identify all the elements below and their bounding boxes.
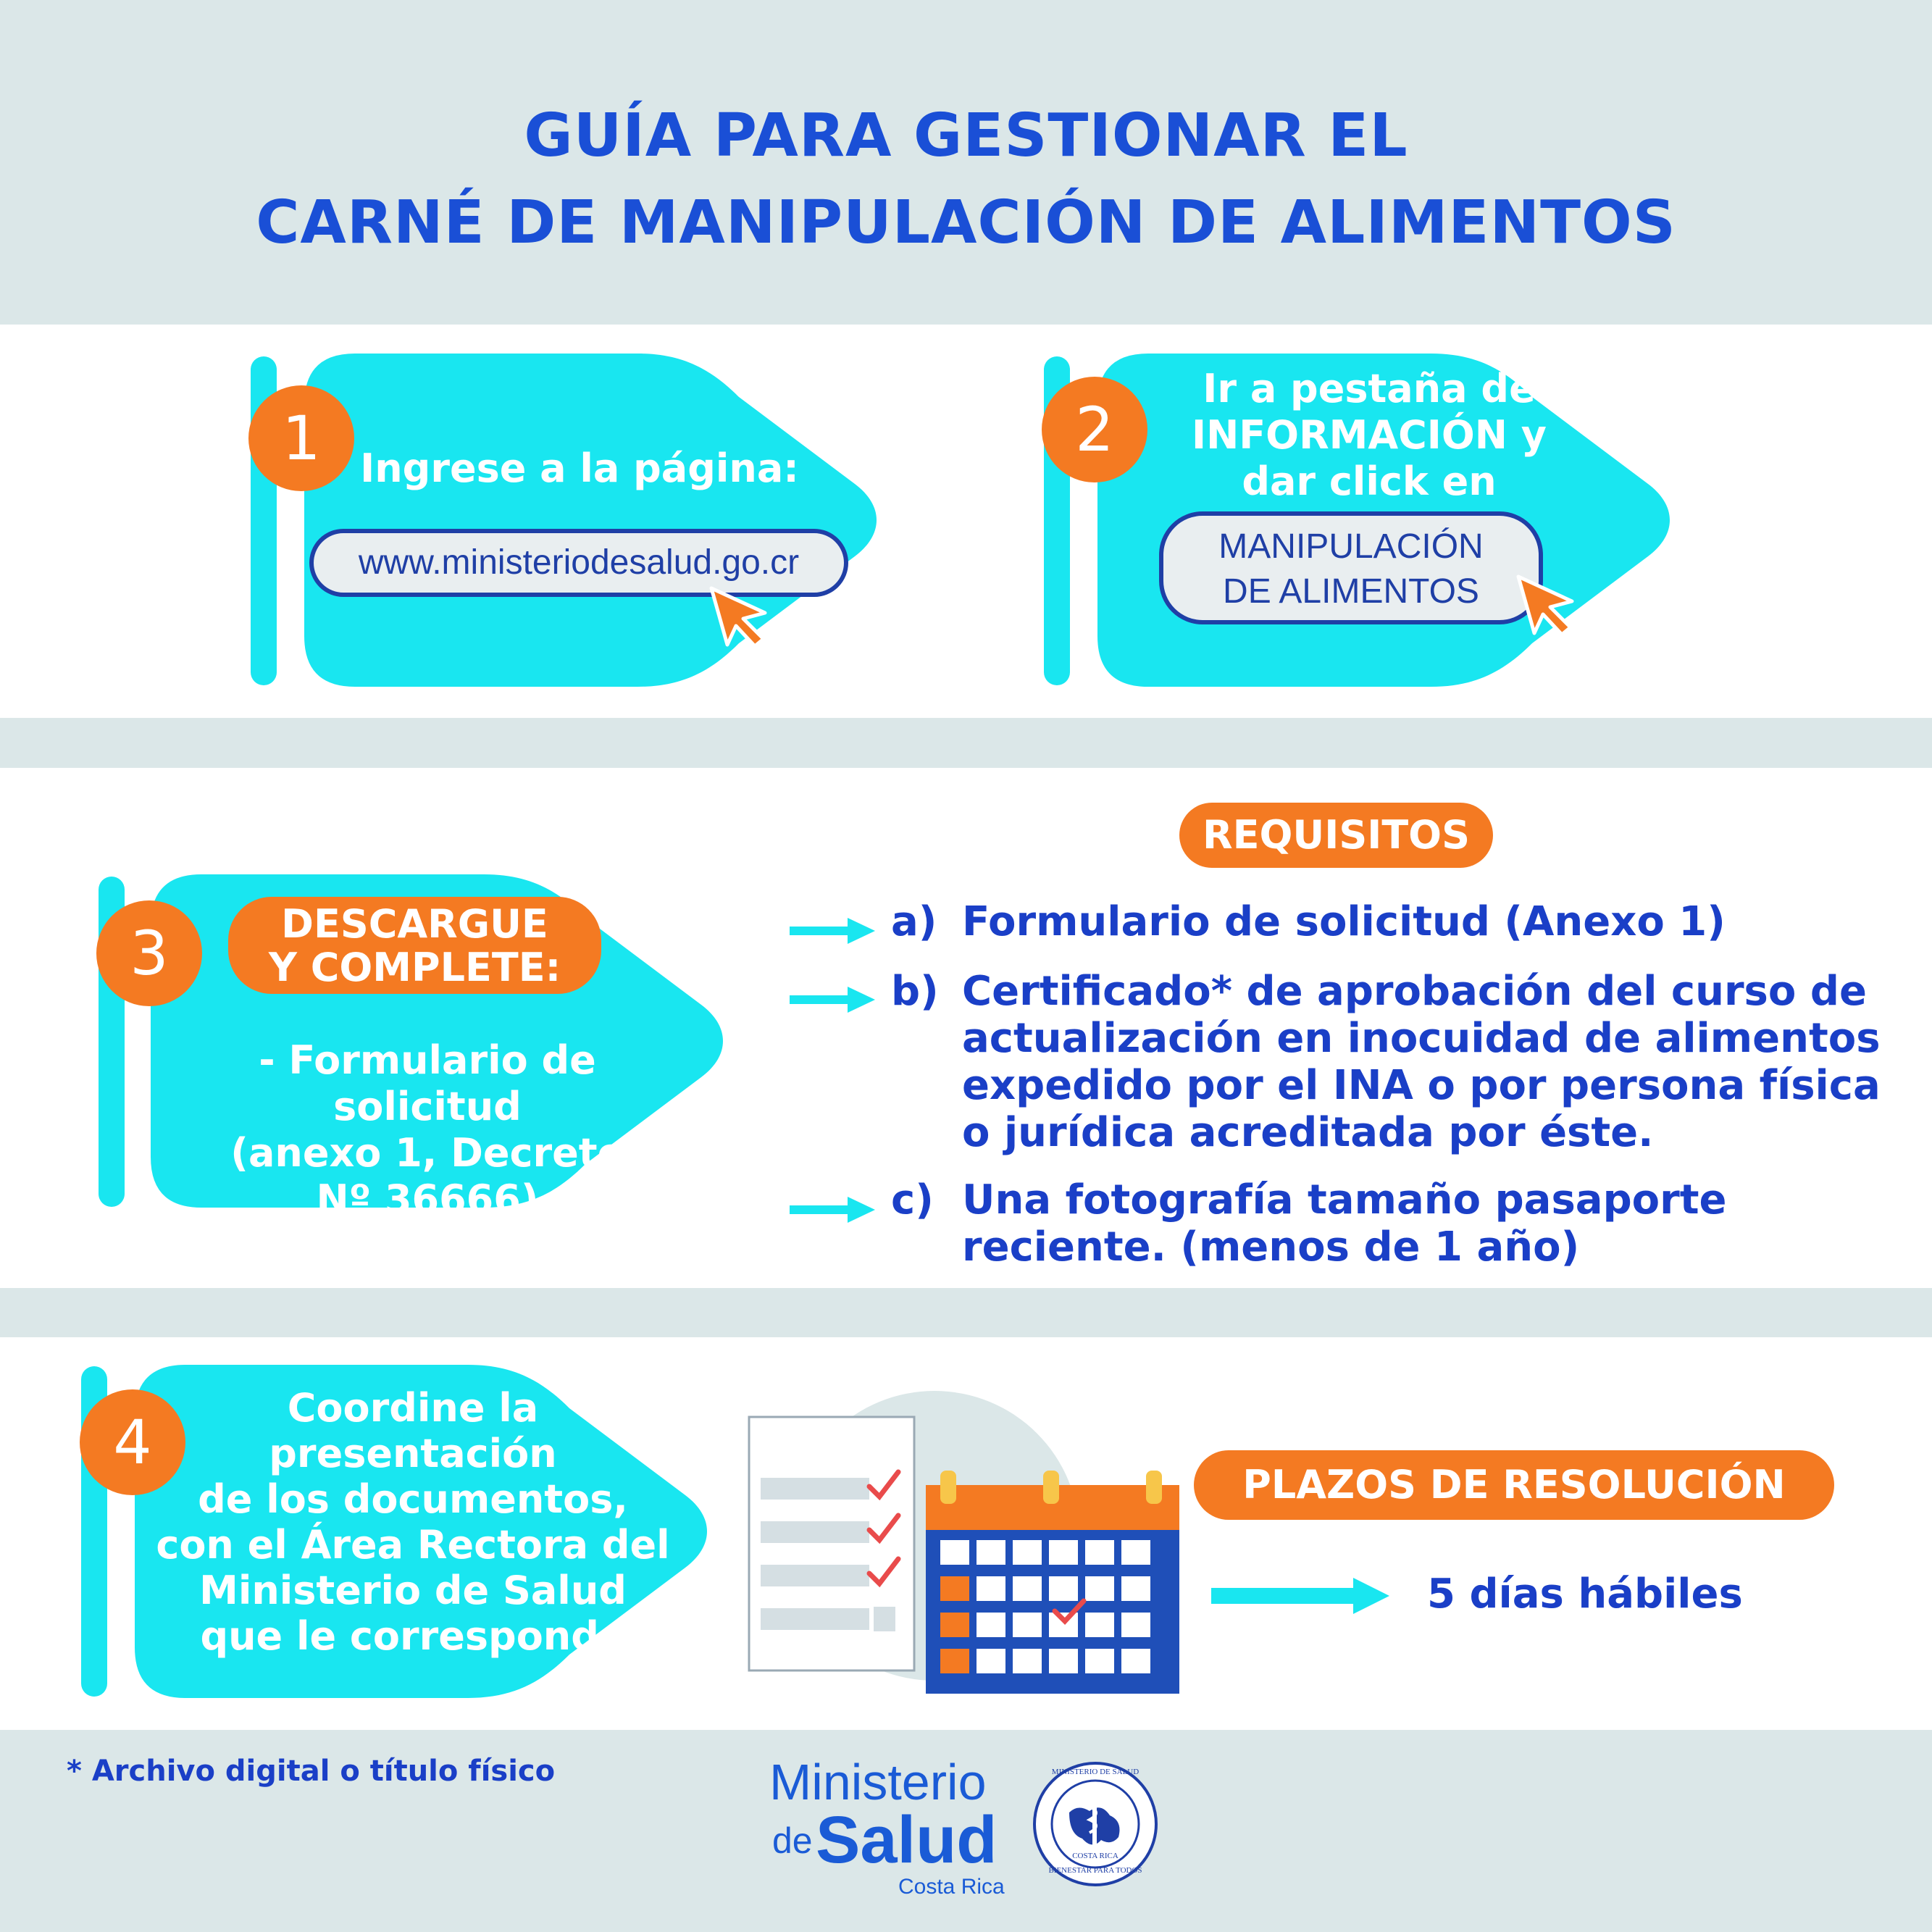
- step3-line-2: (anexo 1, Decreto: [230, 1130, 624, 1176]
- step1-tag-shape: [304, 354, 884, 687]
- button-line-2: DE ALIMENTOS: [1223, 572, 1479, 611]
- step4-text: [141, 1385, 685, 1659]
- manipulacion-alimentos-button[interactable]: [1159, 511, 1543, 624]
- step1-text: Ingrese a la página:: [360, 446, 799, 491]
- step2-line-2: INFORMACIÓN y: [1191, 412, 1547, 458]
- step2-cursor-icon: [1514, 572, 1579, 640]
- step4-line-1: Coordine la: [287, 1385, 539, 1431]
- step2-text: [1145, 366, 1594, 505]
- step4-line-4: con el Área Rectora del: [156, 1522, 670, 1568]
- req-a-line-1: Formulario de solicitud (Anexo 1): [962, 898, 1726, 945]
- step2-number-badge: 2: [1042, 377, 1147, 482]
- plazos-value: 5 días hábiles: [1427, 1571, 1743, 1618]
- step1-number-badge: 1: [248, 385, 354, 491]
- req-c-line-1: Una fotografía tamaño pasaporte: [962, 1176, 1727, 1224]
- step1-cursor-icon: [707, 584, 772, 652]
- step4-line-5: Ministerio de Salud: [199, 1568, 627, 1613]
- documents-calendar-illustration: [746, 1391, 1210, 1705]
- step4-line-3: de los documentos,: [198, 1476, 628, 1522]
- step3-number-badge: 3: [96, 900, 202, 1006]
- seal-bottom-text: BIENESTAR PARA TODOS: [1048, 1866, 1142, 1875]
- step3-text: [159, 1037, 695, 1223]
- req-c-letter: c): [891, 1176, 934, 1224]
- req-b-arrow-icon: [790, 985, 877, 1017]
- req-b-line-2: actualización en inocuidad de alimentos: [962, 1015, 1881, 1062]
- pill-line-1: DESCARGUE: [281, 901, 548, 947]
- pill-line-2: Y COMPLETE:: [268, 945, 561, 990]
- logo-ministerio: Ministerio: [769, 1754, 987, 1810]
- footnote: * Archivo digital o título físico: [67, 1755, 556, 1788]
- requisitos-heading: REQUISITOS: [1179, 803, 1493, 868]
- ministry-seal-icon: [1032, 1760, 1159, 1891]
- req-b-text: [962, 968, 1904, 1156]
- req-a-letter: a): [891, 898, 937, 945]
- req-b-letter: b): [891, 968, 939, 1015]
- step4-number-badge: 4: [80, 1389, 185, 1495]
- step4-line-6: que le corresponde: [200, 1613, 626, 1659]
- seal-top-text: MINISTERIO DE SALUD: [1051, 1768, 1139, 1776]
- step3-line-3: Nº 36666): [316, 1176, 539, 1222]
- logo-salud: Salud: [816, 1803, 998, 1877]
- plazos-heading: PLAZOS DE RESOLUCIÓN: [1194, 1450, 1834, 1520]
- step3-line-1: - Formulario de solicitud: [259, 1037, 596, 1129]
- step2-line-3: dar click en: [1242, 459, 1497, 504]
- seal-mid-text: COSTA RICA: [1072, 1852, 1118, 1860]
- step1-url-field[interactable]: www.ministeriodesalud.go.cr: [309, 529, 848, 597]
- req-c-text: [962, 1176, 1860, 1271]
- title-line-1: GUÍA PARA GESTIONAR EL: [524, 101, 1408, 170]
- req-b-line-1: Certificado* de aprobación del curso de: [962, 968, 1867, 1015]
- plazos-arrow-icon: [1211, 1578, 1392, 1617]
- step2-line-1: Ir a pestaña de: [1203, 366, 1536, 411]
- req-b-line-3: expedido por el INA o por persona física: [962, 1062, 1881, 1109]
- req-b-line-4: o jurídica acreditada por éste.: [962, 1109, 1654, 1156]
- logo-de: de: [772, 1820, 813, 1861]
- logo-country: Costa Rica: [898, 1875, 1005, 1899]
- req-a-arrow-icon: [790, 916, 877, 948]
- button-line-1: MANIPULACIÓN: [1218, 527, 1484, 566]
- req-c-arrow-icon: [790, 1195, 877, 1227]
- step4-line-2: presentación: [269, 1431, 557, 1476]
- req-a-text: [962, 898, 1860, 945]
- title-line-2: CARNÉ DE MANIPULACIÓN DE ALIMENTOS: [256, 188, 1676, 257]
- page-title: [0, 93, 1932, 267]
- descargue-complete-pill: [228, 897, 601, 994]
- req-c-line-2: reciente. (menos de 1 año): [962, 1224, 1580, 1271]
